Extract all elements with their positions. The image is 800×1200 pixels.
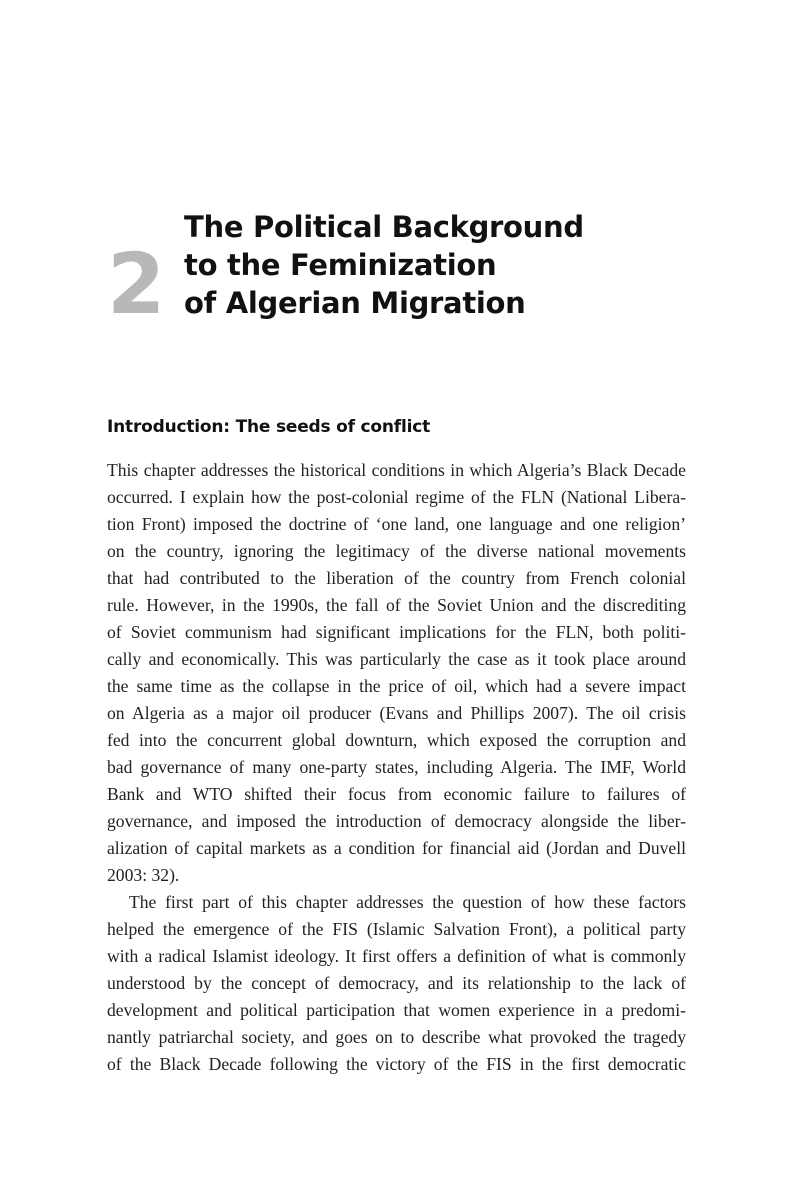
text-line: fed into the concurrent global downturn, which exposed the corruption and bbox=[107, 730, 686, 750]
text-line: of Soviet communism had significant implications for the FLN, both politi- bbox=[107, 622, 686, 642]
text-line: that had contributed to the liberation of the country from French colonial bbox=[107, 568, 686, 588]
chapter-number: 2 bbox=[107, 235, 164, 333]
text-line: 2003: 32). bbox=[107, 865, 180, 885]
text-line: bad governance of many one-party states, including Algeria. The IMF, World bbox=[107, 757, 686, 777]
text-line: development and political participation that women experience in a predomi- bbox=[107, 1000, 686, 1020]
chapter-title bbox=[184, 208, 584, 322]
text-line: on the country, ignoring the legitimacy of the diverse national movements bbox=[107, 541, 686, 561]
body-text bbox=[107, 457, 686, 1078]
text-line: understood by the concept of democracy, and its relationship to the lack of bbox=[107, 973, 686, 993]
paragraph-2 bbox=[107, 889, 686, 1078]
text-line: governance, and imposed the introduction of democracy alongside the liber- bbox=[107, 811, 686, 831]
section-heading: Introduction: The seeds of conflict bbox=[107, 417, 431, 437]
chapter-title-line: The Political Background bbox=[184, 210, 584, 244]
text-line: helped the emergence of the FIS (Islamic Salvation Front), a political party bbox=[107, 919, 686, 939]
text-line: Bank and WTO shifted their focus from economic failure to failures of bbox=[107, 784, 686, 804]
text-line: rule. However, in the 1990s, the fall of the Soviet Union and the discrediting bbox=[107, 595, 686, 615]
text-line: nantly patriarchal society, and goes on to describe what provoked the tragedy bbox=[107, 1027, 686, 1047]
text-line: occurred. I explain how the post-colonial regime of the FLN (National Libera- bbox=[107, 487, 686, 507]
chapter-title-line: of Algerian Migration bbox=[184, 286, 526, 320]
text-line: with a radical Islamist ideology. It first offers a definition of what is commonly bbox=[107, 946, 686, 966]
text-line: This chapter addresses the historical conditions in which Algeria’s Black Decade bbox=[107, 460, 686, 480]
chapter-title-line: to the Feminization bbox=[184, 248, 497, 282]
text-line: the same time as the collapse in the price of oil, which had a severe impact bbox=[107, 676, 686, 696]
text-line: of the Black Decade following the victory of the FIS in the first democratic bbox=[107, 1054, 686, 1074]
paragraph-1 bbox=[107, 457, 686, 889]
text-line: alization of capital markets as a condition for financial aid (Jordan and Duvell bbox=[107, 838, 686, 858]
text-line: The first part of this chapter addresses the question of how these factors bbox=[129, 892, 686, 912]
text-line: cally and economically. This was particularly the case as it took place around bbox=[107, 649, 686, 669]
text-line: tion Front) imposed the doctrine of ‘one land, one language and one religion’ bbox=[107, 514, 686, 534]
text-line: on Algeria as a major oil producer (Evans and Phillips 2007). The oil crisis bbox=[107, 703, 686, 723]
